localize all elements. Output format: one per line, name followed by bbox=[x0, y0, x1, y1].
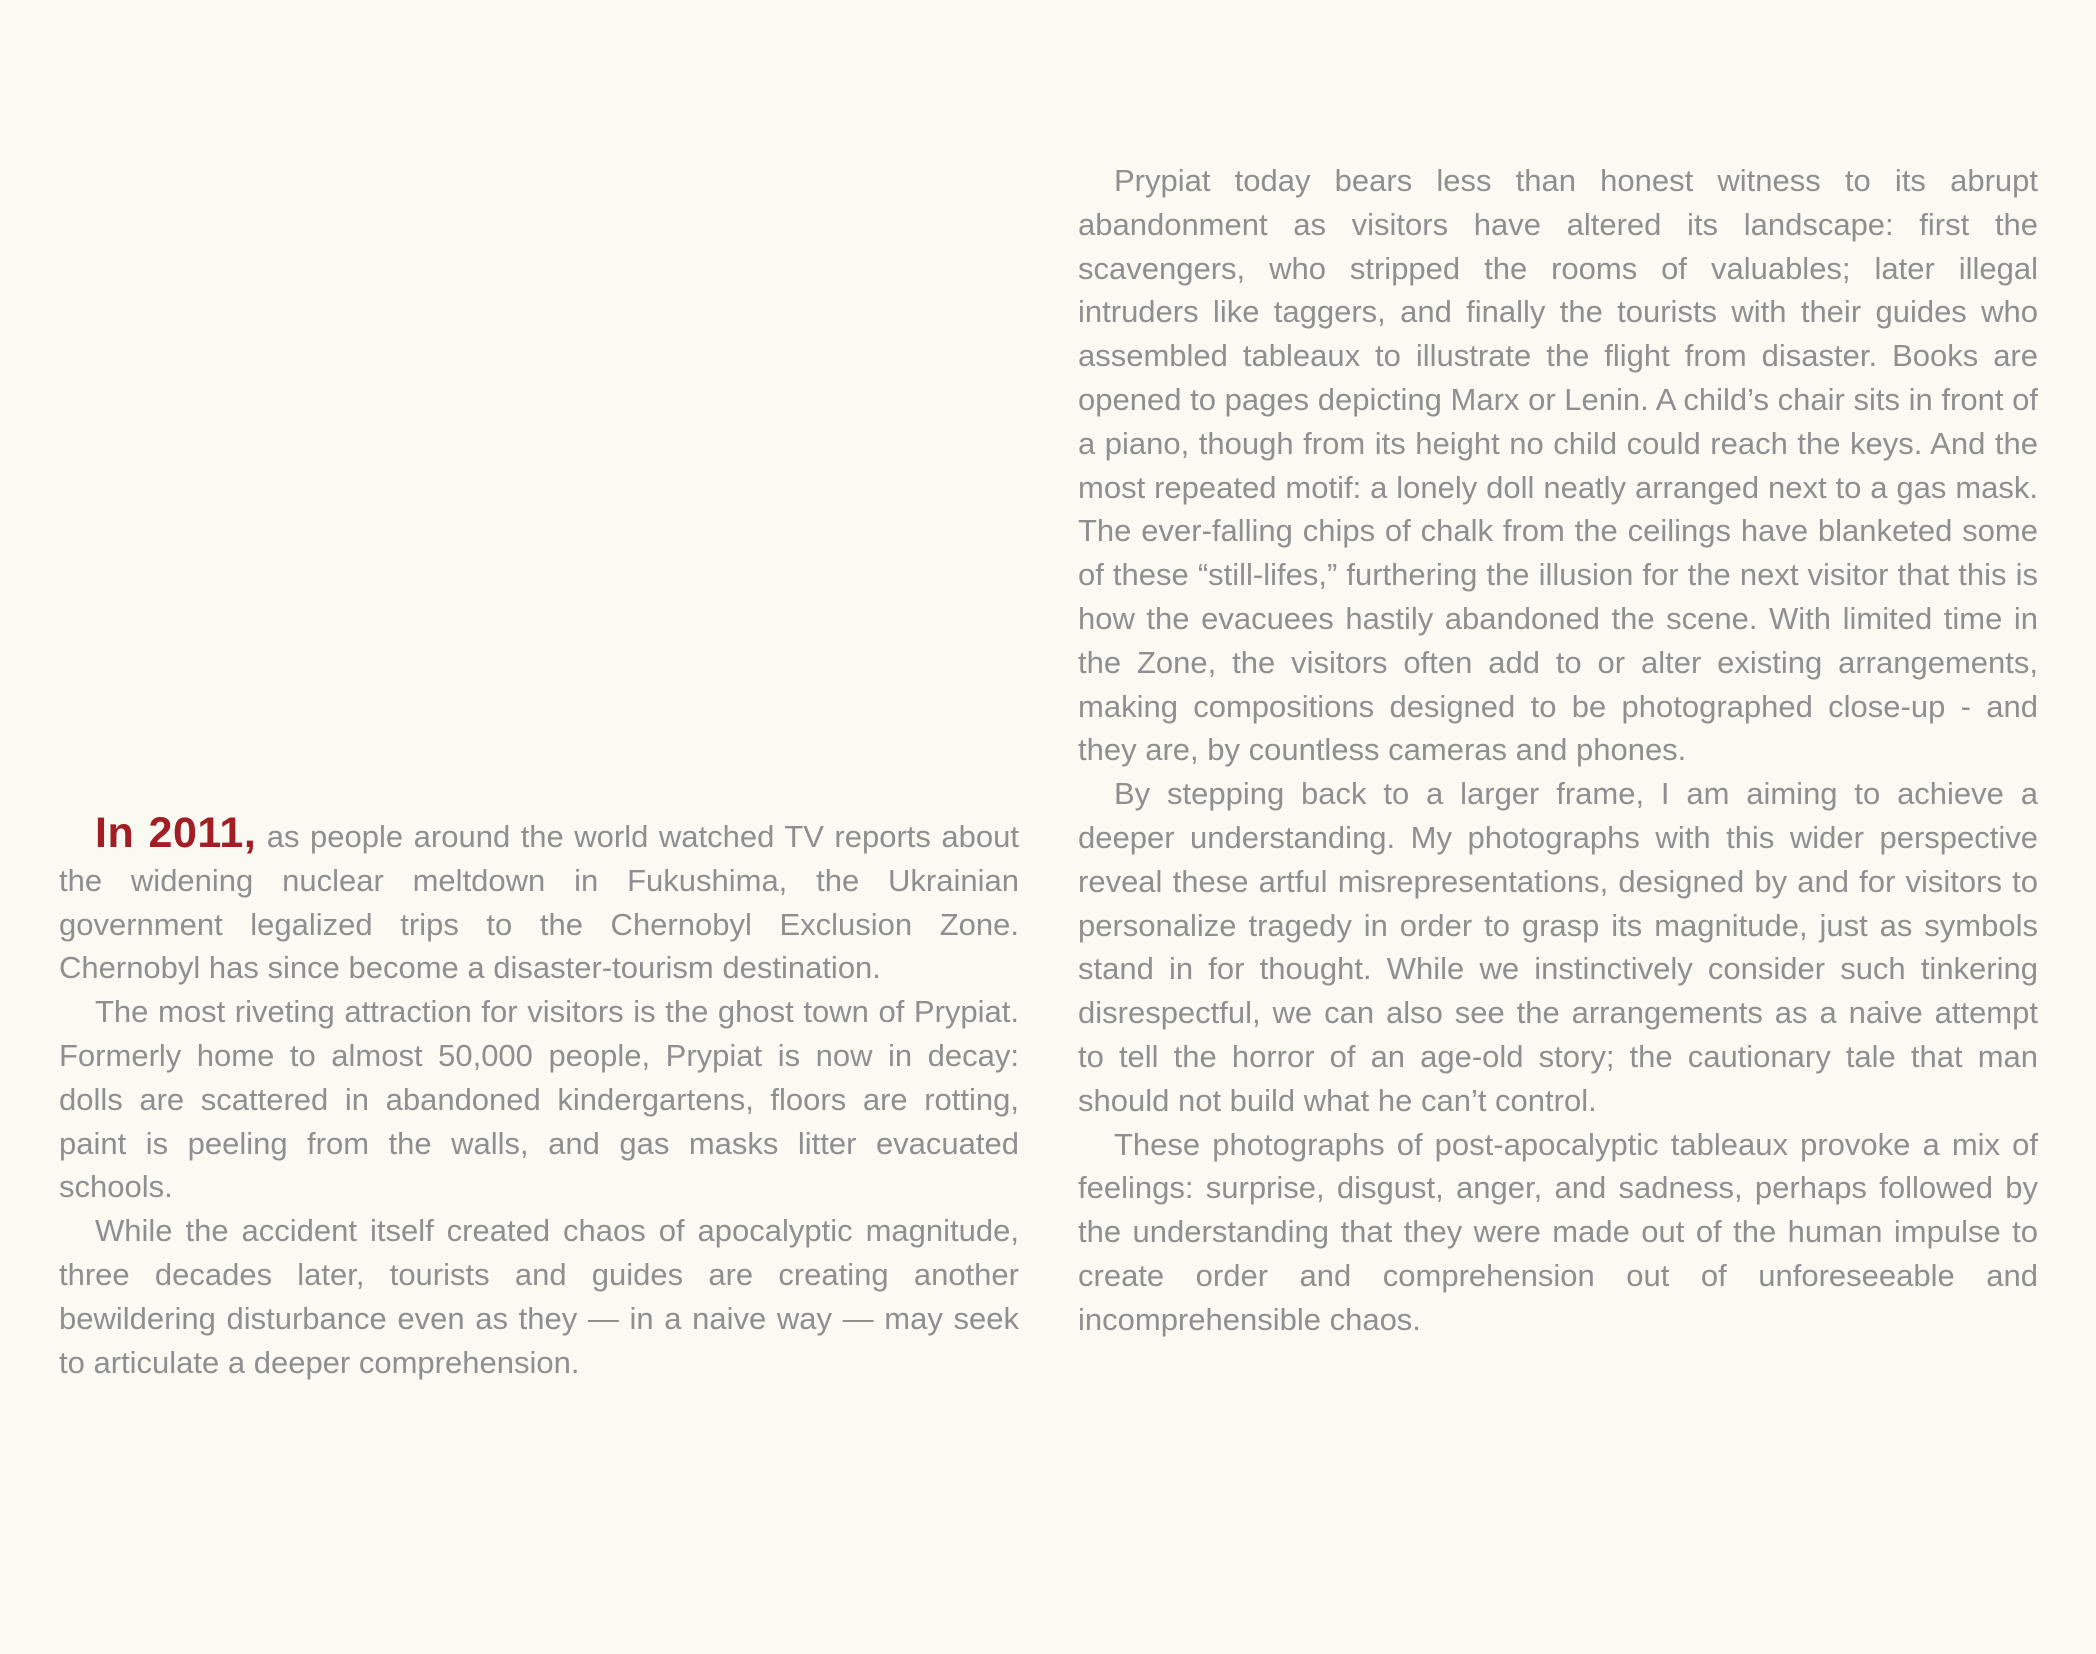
left-column bbox=[59, 809, 1019, 1384]
right-column bbox=[1078, 159, 2038, 1342]
disturbance-paragraph: While the accident itself created chaos of apocalyptic magnitude, three decades later, tourists and guides are creating another bewildering disturbance even as they — in a naive way — may seek to articulate a deeper comprehension. bbox=[59, 1213, 1019, 1380]
intro-paragraph-text: as people around the world watched TV reports about the widening nuclear meltdown in Fukushima, the Ukrainian government legalized trips to the Chernobyl Exclusion Zone. Chernobyl has since become a disaster-tourism destination. bbox=[59, 819, 1019, 986]
witness-paragraph: Prypiat today bears less than honest witness to its abrupt abandonment as visitors have altered its landscape: first the scavengers, who stripped the rooms of valuables; later illegal intruders like taggers, and finally the tourists with their guides who assembled tableaux to illustrate the flight from disaster. Books are opened to pages depicting Marx or Lenin. A child’s chair sits in front of a piano, though from its height no child could reach the keys. And the most repeated motif: a lonely doll neatly arranged next to a gas mask. The ever-falling chips of chalk from the ceilings have blanketed some of these “still-lifes,” furthering the illusion for the next visitor that this is how the evacuees hastily abandoned the scene. With limited time in the Zone, the visitors often add to or alter existing arrangements, making compositions designed to be photographed close-up - and they are, by countless cameras and phones. bbox=[1078, 163, 2038, 768]
lead-in-date: In 2011, bbox=[95, 809, 257, 857]
larger-frame-paragraph: By stepping back to a larger frame, I am aiming to achieve a deeper understanding. My photographs with this wider perspective reveal these artful misrepresentations, designed by and for visitors to personalize tragedy in order to grasp its magnitude, just as symbols stand in for thought. While we instinctively consider such tinkering disrespectful, we can also see the arrangements as a naive attempt to tell the horror of an age-old story; the cautionary tale that man should not build what he can’t control. bbox=[1078, 776, 2038, 1118]
prypiat-paragraph: The most riveting attraction for visitors is the ghost town of Prypiat. Formerly home to almost 50,000 people, Prypiat is now in decay: dolls are scattered in abandoned kindergartens, floors are rotting, paint is peeling from the walls, and gas masks litter evacuated schools. bbox=[59, 994, 1019, 1205]
conclusion-paragraph: These photographs of post-apocalyptic tableaux provoke a mix of feelings: surprise, disgust, anger, and sadness, perhaps followed by the understanding that they were made out of the human impulse to create order and comprehension out of unforeseeable and incomprehensible chaos. bbox=[1078, 1126, 2038, 1337]
intro-paragraph bbox=[59, 809, 1019, 990]
